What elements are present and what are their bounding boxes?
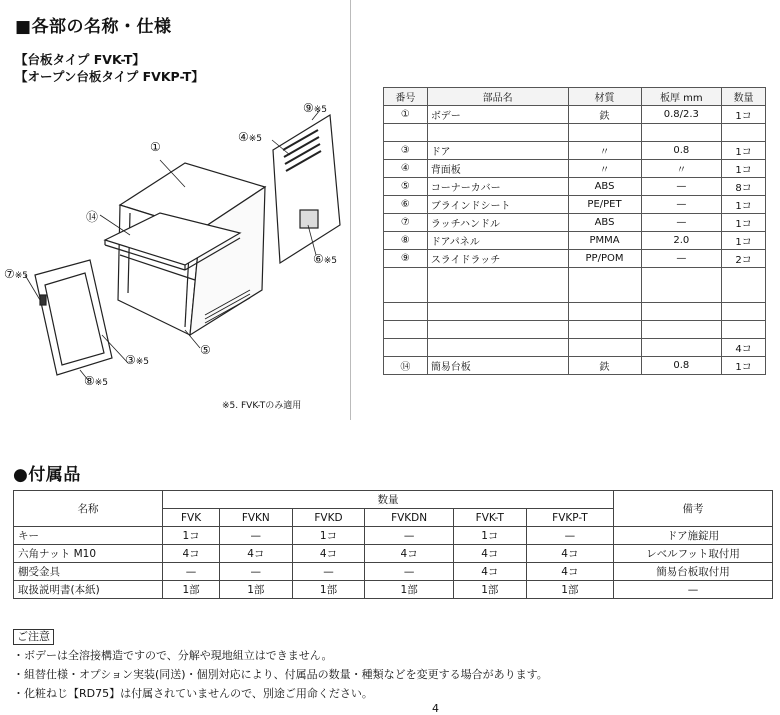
acc-model-fvk-t: FVK-T	[453, 509, 526, 527]
callout-5: ⑤	[200, 343, 211, 357]
diagram-footnote: ※5. FVK-Tのみ適用	[222, 401, 302, 411]
note-item: ・ボデーは全溶接構造ですので、分解や現地組立はできません。	[13, 649, 333, 662]
notes-heading: ご注意	[13, 629, 54, 645]
table-row: ⑧ ドアパネル PMMA 2.0 1コ	[384, 232, 766, 250]
table-row: キー 1コ — 1コ — 1コ — ドア施錠用	[14, 527, 773, 545]
callout-8: ⑧※5	[84, 374, 109, 388]
table-row	[384, 124, 766, 142]
acc-model-fvkd: FVKD	[292, 509, 365, 527]
acc-header-remark: 備考	[614, 491, 773, 527]
table-row	[384, 321, 766, 339]
table-row: 4コ	[384, 339, 766, 357]
callout-1: ①	[150, 140, 161, 154]
acc-model-fvk: FVK	[163, 509, 220, 527]
table-row: ⑤ コーナーカバー ABS — 8コ	[384, 178, 766, 196]
table-row: ⑥ ブラインドシート PE/PET — 1コ	[384, 196, 766, 214]
table-row	[384, 268, 766, 303]
callout-14: ⑭	[86, 210, 99, 224]
door	[35, 260, 112, 375]
callout-9: ⑨※5	[303, 101, 328, 115]
callout-4: ④※5	[238, 130, 263, 144]
type-line-fvk-t: 【台板タイプ FVK-T】	[15, 52, 145, 67]
section-title-accessories: ●付属品	[13, 465, 81, 485]
table-row: ④ 背面板 〃 〃 1コ	[384, 160, 766, 178]
parts-spec-table	[383, 87, 766, 375]
callout-3: ③※5	[125, 353, 150, 367]
section-title-parts: ■各部の名称・仕様	[15, 17, 172, 37]
col-header-material: 材質	[568, 88, 641, 106]
table-row: ⑨ スライドラッチ PP/POM — 2コ	[384, 250, 766, 268]
acc-model-fvkp-t: FVKP-T	[526, 509, 613, 527]
table-row: 棚受金具 — — — — 4コ 4コ 簡易台板取付用	[14, 563, 773, 581]
vertical-divider	[350, 0, 351, 420]
table-row: ⑭ 簡易台板 鉄 0.8 1コ	[384, 357, 766, 375]
page-number: 4	[432, 702, 439, 715]
col-header-qty: 数量	[722, 88, 766, 106]
back-panel	[273, 115, 340, 263]
exploded-diagram	[0, 95, 350, 425]
note-item: ・組替仕様・オプション実装(同送)・個別対応により、付属品の数量・種類などを変更する場合があります。	[13, 668, 548, 681]
table-row	[384, 303, 766, 321]
acc-header-name: 名称	[14, 491, 163, 527]
acc-header-qty: 数量	[163, 491, 614, 509]
col-header-number: 番号	[384, 88, 428, 106]
col-header-thickness: 板厚 mm	[641, 88, 722, 106]
table-row: ① ボデー 鉄 0.8/2.3 1コ	[384, 106, 766, 124]
table-row: 取扱説明書(本紙) 1部 1部 1部 1部 1部 1部 —	[14, 581, 773, 599]
callout-7: ⑦※5	[4, 267, 29, 281]
note-item: ・化粧ねじ【RD75】は付属されていませんので、別途ご用命ください。	[13, 687, 373, 700]
acc-model-fvkn: FVKN	[220, 509, 292, 527]
callout-6: ⑥※5	[313, 252, 338, 266]
type-line-fvkp-t: 【オープン台板タイプ FVKP-T】	[15, 69, 204, 84]
acc-model-fvkdn: FVKDN	[365, 509, 453, 527]
table-row: ③ ドア 〃 0.8 1コ	[384, 142, 766, 160]
accessories-table	[13, 490, 773, 599]
table-row: ⑦ ラッチハンドル ABS — 1コ	[384, 214, 766, 232]
col-header-part-name: 部品名	[427, 88, 568, 106]
table-row: 六角ナット M10 4コ 4コ 4コ 4コ 4コ 4コ レベルフット取付用	[14, 545, 773, 563]
notes-block	[13, 627, 548, 703]
